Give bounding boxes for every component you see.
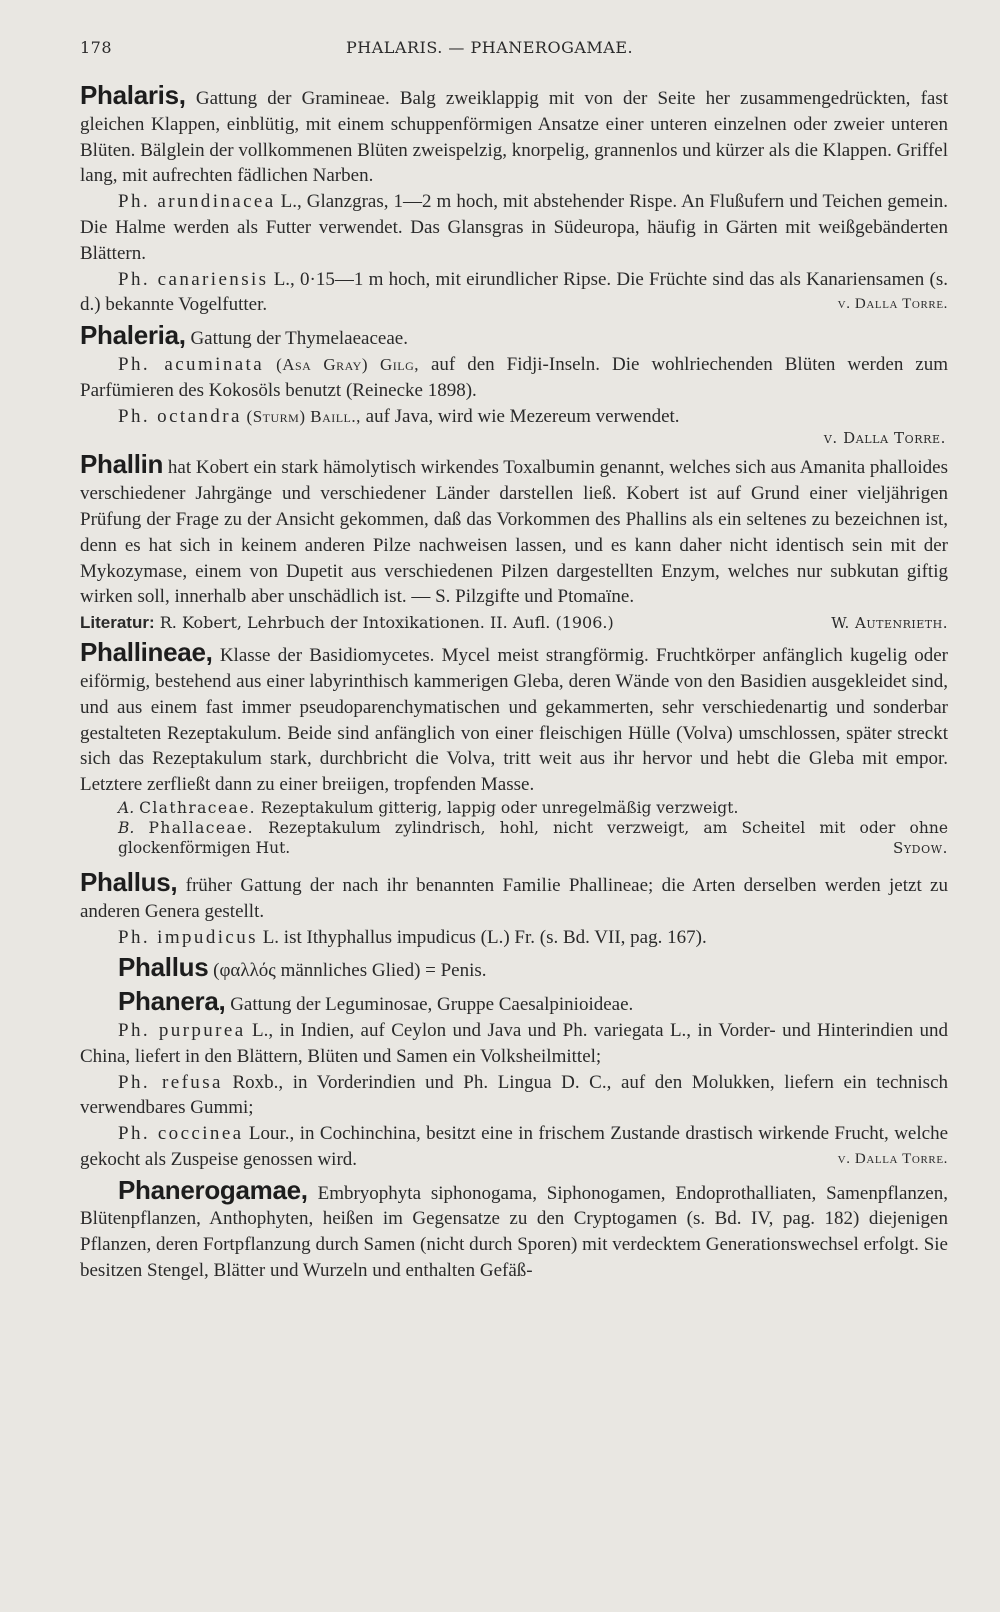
literature-label: Literatur: bbox=[80, 613, 155, 633]
subgroup-name: Phallaceae. bbox=[148, 818, 254, 837]
author-signature: Sydow. bbox=[892, 838, 948, 857]
subgroup-letter: B. bbox=[118, 818, 135, 837]
entry-paragraph bbox=[80, 80, 948, 189]
entry-text: hat Kobert ein stark hämolytisch wirkendes Toxalbumin genannt, welches sich aus Amanita phalloides verschiedener Jahrgänge und verschiedener Länder darstellen ließ. Kobert ist auf Grund einer vieljährigen Prüfung der Frage zu der Ansicht gekommen, daß das Vorkommen des Phallins als ein seltenes zu bezeichnen ist, denn es hat sich in keinem anderen Pilze nachweisen lassen, und es kann daher nicht identisch sein mit der Mykozymase, einem von Dupetit aus verschiedenen Pilzen dargestellten Enzym, welches nur subkutan giftig wirken soll, innerhalb aber unschädlich ist. — S. Pilzgifte und Ptomaïne. bbox=[80, 457, 949, 608]
subgroup-text: Rezeptakulum zylindrisch, hohl, nicht verzweigt, am Scheitel mit oder ohne glockenförmigen Hut. bbox=[118, 818, 948, 857]
entry-phallus-2 bbox=[80, 952, 948, 984]
species-paragraph bbox=[80, 1121, 948, 1173]
author-signature: v. Dalla Torre. bbox=[823, 429, 946, 448]
species-name: Ph. arundinacea bbox=[118, 191, 276, 213]
headword: Phallineae, bbox=[80, 637, 213, 668]
entry-text: Gattung der Gramineae. Balg zweiklappig mit von der Seite her zusammengedrückten, fast gleichen Klappen, einblütig, mit einem schuppenförmigen Ansatze einer unteren einzelnen oder zweier unteren Blüten. Bälglein der vollkommenen Blüten zweispelzig, knorpelig, grannenlos und kürzer als die Klappen. Griffel lang, mit aufrechten fädlichen Narben. bbox=[80, 88, 948, 187]
species-name: Ph. coccinea bbox=[118, 1123, 244, 1145]
entry-phanerogamae bbox=[80, 1174, 948, 1284]
entry-text: Gattung der Thymelaeaceae. bbox=[190, 328, 408, 350]
species-name: Ph. canariensis bbox=[118, 268, 269, 290]
species-paragraph bbox=[80, 404, 948, 430]
entry-paragraph bbox=[80, 866, 948, 925]
author-signature: v. Dalla Torre. bbox=[837, 1150, 948, 1167]
entry-phallineae bbox=[80, 637, 949, 858]
author-signature: v. Dalla Torre. bbox=[837, 296, 948, 313]
entry-paragraph bbox=[80, 637, 949, 798]
page-header bbox=[80, 38, 948, 57]
species-paragraph bbox=[80, 352, 948, 404]
entry-paragraph bbox=[80, 449, 949, 610]
subgroup-letter: A. bbox=[118, 798, 135, 817]
headword: Phalaris, bbox=[80, 80, 186, 110]
subgroup-name: Clathraceae. bbox=[139, 798, 256, 817]
species-name: Ph. purpurea bbox=[118, 1019, 246, 1041]
subgroup-a bbox=[80, 798, 948, 818]
species-text: L., in Indien, auf Ceylon und Java und Ph. variegata L., in Vorder- und Hinterindien und China, liefert in den Blättern, Blüten und Samen ein Volksheilmittel; bbox=[80, 1019, 949, 1067]
subgroup-text: Rezeptakulum gitterig, lappig oder unregelmäßig verzweigt. bbox=[260, 798, 739, 817]
species-text: auf Java, wird wie Mezereum verwendet. bbox=[365, 405, 680, 427]
literature-text: R. Kobert, Lehrbuch der Intoxikationen. II. Aufl. (1906.) bbox=[159, 613, 614, 633]
entry-phanera bbox=[80, 986, 949, 1173]
species-text: L., Glanzgras, 1—2 m hoch, mit abstehender Rispe. An Flußufern und Teichen gemein. Die Halme werden als Futter verwendet. Das Glansgras in Südeuropa, häufig in Gärten mit weißgebänderten Blättern. bbox=[80, 191, 949, 264]
species-name: Ph. impudicus bbox=[118, 926, 258, 948]
entry-phaleria bbox=[80, 320, 949, 448]
entry-text: Embryophyta siphonogama, Siphonogamen, Endoprothalliaten, Samenpflanzen, Blütenpflanzen, Anthophyten, heißen im Gegensatze zu den Cryptogamen (s. Bd. IV, pag. 182) diejenigen Pflanzen, deren Fortpflanzung durch Samen (nicht durch Sporen) mit verdecktem Generationswechsel erfolgt. Sie besitzen Stengel, Blätter und Wurzeln und enthalten Gefäß- bbox=[80, 1182, 948, 1282]
species-text: L. ist Ithyphallus impudicus (L.) Fr. (s. Bd. VII, pag. 167). bbox=[262, 926, 707, 948]
headword: Phallin bbox=[80, 449, 164, 480]
entry-paragraph bbox=[80, 1174, 948, 1284]
entry-paragraph bbox=[80, 986, 948, 1018]
species-name: Ph. acuminata bbox=[118, 353, 265, 375]
headword: Phaleria, bbox=[80, 320, 186, 351]
entry-phalaris bbox=[80, 80, 949, 318]
entry-paragraph bbox=[80, 320, 948, 352]
entry-text: (φαλλός männliches Glied) = Penis. bbox=[213, 960, 487, 982]
species-text: Lour., in Cochinchina, besitzt eine in frischem Zustande drastisch wirkende Frucht, welche gekocht als Zuspeise genossen wird. bbox=[80, 1123, 949, 1170]
species-text: L., 0·15—1 m hoch, mit eirundlicher Ripse. Die Früchte sind das als Kanariensamen (s. d.) bekannte Vogelfutter. bbox=[80, 268, 949, 316]
species-paragraph bbox=[80, 925, 948, 951]
author-signature: W. Autenrieth. bbox=[831, 614, 948, 633]
species-text: Roxb., in Vorderindien und Ph. Lingua D. C., auf den Molukken, liefern ein technisch verwendbares Gummi; bbox=[80, 1071, 949, 1119]
entry-text: Klasse der Basidiomycetes. Mycel meist strangförmig. Fruchtkörper anfänglich kugelig oder eiförmig, bestehend aus einer labyrinthisch kammerigen Gleba, deren Wände von den Basidien ausgekleidet sind, und aus einem fast immer pseudoparenchymatischen und gekammerten, sehr verschiedenartig und sonderbar gestalteten Rezeptakulum. Beide sind anfänglich von einer fleischigen Hülle (Volva) umschlossen, später streckt sich das Rezeptakulum stark, durchbricht die Volva, tritt weit aus ihr hervor und hebt die Gleba mit empor. Letztere zerfließt dann zu einer breiigen, tropfenden Masse. bbox=[80, 645, 949, 796]
species-paragraph bbox=[80, 1070, 948, 1122]
species-paragraph bbox=[80, 267, 948, 319]
literature-line bbox=[80, 612, 948, 634]
entry-text: früher Gattung der nach ihr benannten Familie Phallineae; die Arten derselben werden jetzt zu anderen Genera gestellt. bbox=[80, 874, 948, 922]
species-name: Ph. refusa bbox=[118, 1071, 223, 1093]
species-paragraph bbox=[80, 1018, 948, 1070]
entry-text: Gattung der Leguminosae, Gruppe Caesalpinioideae. bbox=[230, 994, 634, 1016]
page-number: 178 bbox=[80, 38, 113, 57]
entry-phallus bbox=[80, 866, 948, 950]
species-name: Ph. octandra bbox=[118, 405, 242, 427]
running-title: PHALARIS. — PHANEROGAMAE. bbox=[346, 38, 634, 57]
entry-paragraph bbox=[80, 952, 948, 984]
headword: Phanerogamae, bbox=[118, 1174, 308, 1205]
headword: Phanera, bbox=[118, 986, 226, 1017]
species-authority: (Sturm) Baill., bbox=[246, 406, 361, 426]
species-paragraph bbox=[80, 189, 948, 266]
headword: Phallus bbox=[118, 952, 209, 983]
species-authority: (Asa Gray) Gilg, bbox=[276, 354, 419, 374]
subgroup-b bbox=[80, 818, 948, 858]
headword: Phallus, bbox=[80, 866, 178, 897]
entry-phallin bbox=[80, 449, 949, 634]
species-text: auf den Fidji-Inseln. Die wohlriechenden Blüten werden zum Parfümieren des Kokosöls benutzt (Reinecke 1898). bbox=[80, 353, 949, 401]
